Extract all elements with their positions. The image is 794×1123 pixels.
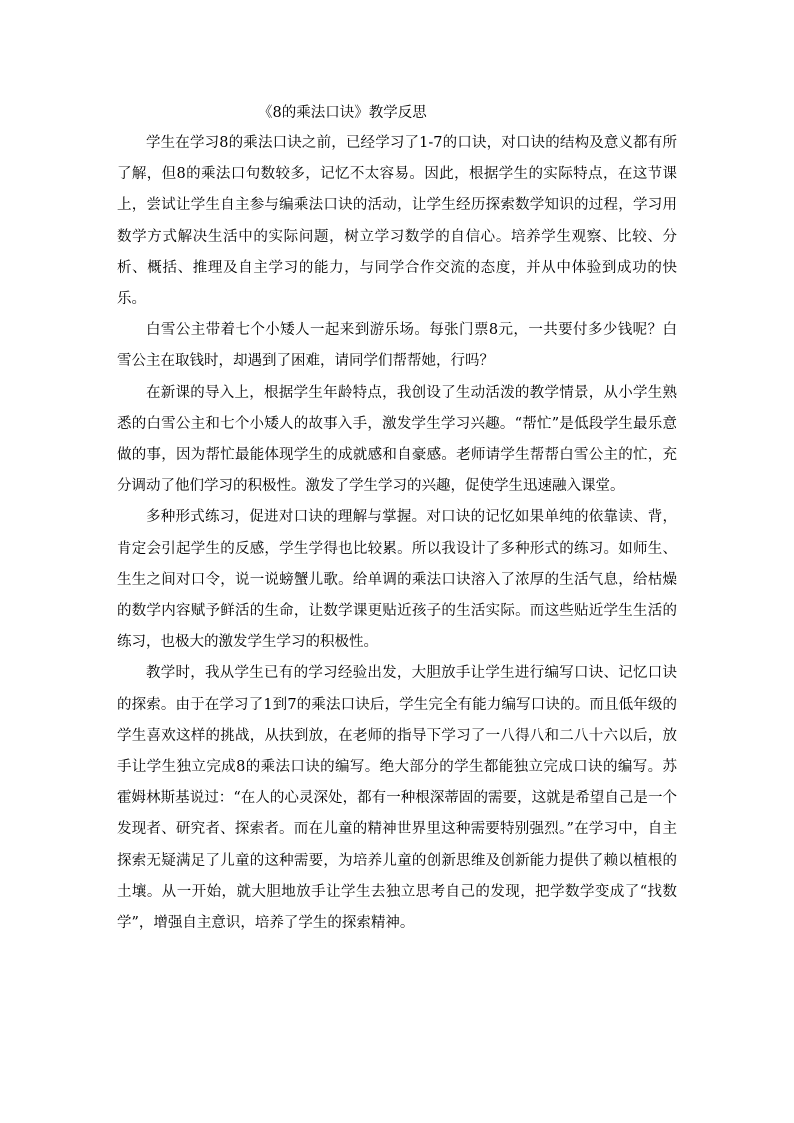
paragraph-intro: 学生在学习8的乘法口诀之前，已经学习了1-7的口诀，对口诀的结构及意义都有所了解，但8的乘法口句数较多，记忆不太容易。因此，根据学生的实际特点，在这节课上，尝试让学生自主参与编乘法口诀的活动，让学生经历探索数学知识的过程，学习用数学方式解决生活中的实际问题，树立学习数学的自信心。培养学生观察、比较、分析、概括、推理及自主学习的能力，与同学合作交流的态度，并从中体验到成功的快乐。 <box>117 135 677 308</box>
document-body <box>117 98 677 939</box>
paragraph-story: 白雪公主带着七个小矮人一起来到游乐场。每张门票8元，一共要付多少钱呢？白雪公主在取钱时，却遇到了困难，请同学们帮帮她，行吗？ <box>117 322 677 370</box>
paragraph-lesson-intro: 在新课的导入上，根据学生年龄特点，我创设了生动活泼的教学情景，从小学生熟悉的白雪公主和七个小矮人的故事入手，激发学生学习兴趣。“帮忙”是低段学生最乐意做的事，因为帮忙最能体现学生的成就感和自豪感。老师请学生帮帮白雪公主的忙，充分调动了他们学习的积极性。激发了学生学习的兴趣，促使学生迅速融入课堂。 <box>117 384 677 495</box>
document-title: 《8的乘法口诀》教学反思 <box>258 105 427 121</box>
paragraph-exploration: 教学时，我从学生已有的学习经验出发，大胆放手让学生进行编写口诀、记忆口诀的探索。由于在学习了1到7的乘法口诀后，学生完全有能力编写口诀的。而且低年级的学生喜欢这样的挑战，从扶到放，在老师的指导下学习了一八得八和二八十六以后，放手让学生独立完成8的乘法口诀的编写。绝大部分的学生都能独立完成口诀的编写。苏霍姆林斯基说过：“在人的心灵深处，都有一种根深蒂固的需要，这就是希望自己是一个发现者、研究者、探索者。而在儿童的精神世界里这种需要特别强烈。”在学习中，自主探索无疑满足了儿童的这种需要，为培养儿童的创新思维及创新能力提供了赖以植根的土壤。从一开始，就大胆地放手让学生去独立思考自己的发现，把学数学变成了“找数学”，增强自主意识，培养了学生的探索精神。 <box>117 665 677 932</box>
paragraph-practice: 多种形式练习，促进对口诀的理解与掌握。对口诀的记忆如果单纯的依靠读、背，肯定会引起学生的反感，学生学得也比较累。所以我设计了多种形式的练习。如师生、生生之间对口令，说一说螃蟹儿歌。给单调的乘法口诀溶入了浓厚的生活气息，给枯燥的数学内容赋予鲜活的生命，让数学课更贴近孩子的生活实际。而这些贴近学生生活的练习，也极大的激发学生学习的积极性。 <box>117 509 677 651</box>
